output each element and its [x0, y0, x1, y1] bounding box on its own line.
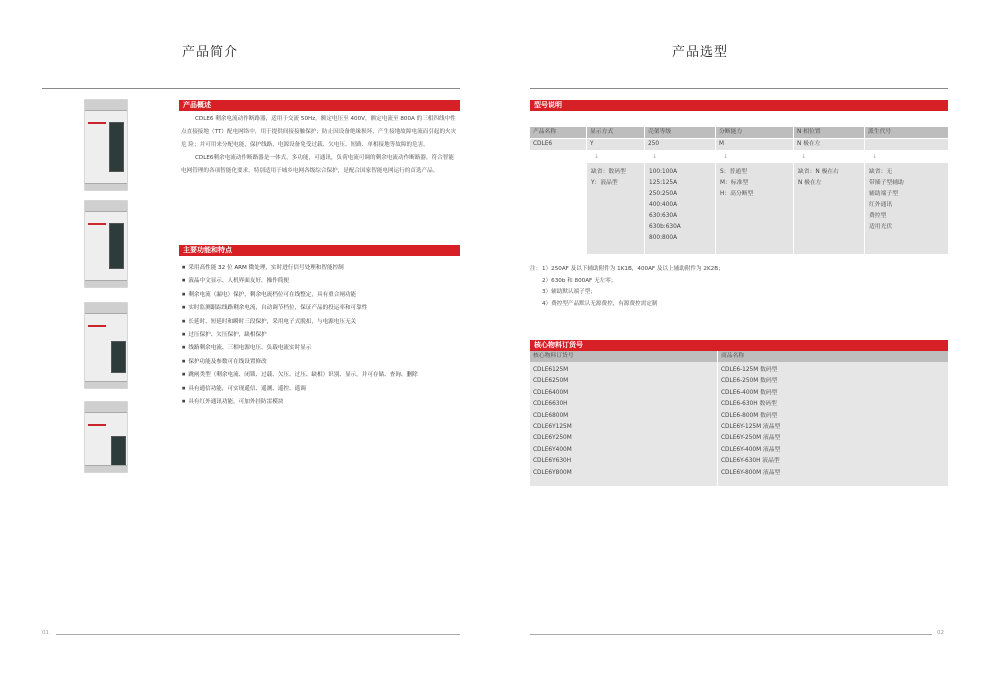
order-code: CDLE6125M [533, 367, 569, 373]
product-image-3 [84, 302, 128, 389]
arrow-down-icon: ↓ [652, 153, 658, 160]
product-image-4 [84, 401, 128, 473]
feature-item: ■ 线路剩余电流、三相电源电压、负载电流实时显示 [182, 341, 462, 354]
right-page-number: 02 [937, 630, 944, 636]
note-item: 2）630b 和 800AF 无左零； [542, 277, 617, 284]
model-col-n-pole [794, 127, 864, 254]
option-item: H：高分断型 [720, 191, 754, 197]
option-item: 100:100A [649, 169, 678, 175]
order-code: CDLE6250M [533, 378, 569, 385]
feature-item: ■ 具有红外通讯功能，可加外挂防雷模块 [182, 395, 462, 408]
model-col-value: N 极在左 [794, 139, 864, 150]
model-col-breaking [716, 127, 793, 254]
right-page-title: 产品选型 [672, 45, 729, 60]
option-item: 800:800A [649, 235, 678, 241]
model-col-header: N 相位置 [794, 127, 864, 138]
arrow-down-icon: ↓ [594, 153, 600, 160]
order-col2-header: 商品名称 [718, 351, 948, 362]
model-col-header: 显示方式 [587, 127, 644, 138]
features-heading: 主要功能和特点 [179, 245, 460, 256]
overview-paragraph-2: CDLE6剩余电流动作断路器是一体式，多功能，可通讯，负荷电流可调的剩余电流动作断路器，符合智能电网管理的各项智能化要求，特别适用于城乡电网各级综合保护，是配合国家智能电网运行的首选产品。 [181, 155, 454, 174]
product-image-2 [84, 200, 128, 288]
product-name: CDLE6Y-125M 液晶型 [721, 423, 781, 430]
product-name: CDLE6Y-630H 液晶型 [721, 458, 780, 465]
order-code: CDLE6Y400M [533, 446, 572, 453]
right-header-divider [530, 88, 948, 89]
option-item: 费控型 [869, 213, 887, 219]
option-item: 630b:630A [649, 224, 681, 230]
option-item: 630:630A [649, 213, 678, 219]
option-item: 400:400A [649, 202, 678, 208]
option-item: 带插子型辅助 [869, 180, 904, 186]
model-col-value: CDLE6 [530, 139, 586, 150]
note-item: 4）费控型产品默认无源费控，有源费控需定制 [542, 300, 658, 307]
overview-text [181, 113, 459, 178]
model-col-frame [645, 127, 715, 254]
product-name: CDLE6-630H 数码型 [721, 401, 777, 408]
order-code-list [530, 362, 717, 486]
option-item: 适用光伏 [869, 224, 893, 230]
overview-heading: 产品概述 [179, 100, 460, 111]
feature-item: ■ 液晶中文显示、人机界面友好，操作简便 [182, 274, 462, 287]
order-code: CDLE6Y630H [533, 458, 572, 465]
order-codes-heading: 核心物料订货号 [530, 340, 948, 351]
option-item: Y：液晶型 [591, 180, 618, 186]
model-desc-heading: 型号说明 [530, 100, 948, 111]
order-codes-table [530, 340, 948, 486]
left-footer-line [56, 634, 460, 635]
product-name: CDLE6Y-250M 液晶型 [721, 435, 781, 442]
model-col-options [645, 163, 715, 254]
model-col-options [794, 163, 864, 254]
model-col-header: 派生代号 [865, 127, 948, 138]
product-name: CDLE6Y-800M 液晶型 [721, 469, 781, 476]
order-code: CDLE6800M [533, 412, 569, 419]
option-item: 缺省：数码型 [591, 169, 626, 175]
order-code: CDLE6Y250M [533, 435, 572, 442]
arrow-down-icon: ↓ [872, 153, 878, 160]
model-col-display [587, 127, 644, 254]
model-col-derivative [865, 127, 948, 254]
feature-item: ■ 剩余电流（漏电）保护，剩余电流档位可在线整定，具有重合闸功能 [182, 288, 462, 301]
model-col-product-name [530, 127, 586, 150]
product-name: CDLE6-250M 数码型 [721, 378, 778, 385]
features-list [182, 261, 462, 408]
notes [530, 264, 948, 307]
note-item: 1）250AF 及以下辅助附件为 1K1B，400AF 及以上辅助附件为 2K2B； [542, 266, 724, 272]
right-footer-line [530, 634, 932, 635]
feature-item: ■ 长延时、短延时和瞬时三段保护，采用电子式脱扣，与电源电压无关 [182, 315, 462, 328]
feature-item: ■ 保护功能及参数可在线设置修改 [182, 355, 462, 368]
feature-item: ■ 过压保护、欠压保护，缺相保护 [182, 328, 462, 341]
feature-item: ■ 具有通信功能，可实现遥信、遥测、遥控、遥调 [182, 382, 462, 395]
model-selection-table [530, 127, 948, 257]
product-name: CDLE6-125M 数码型 [721, 367, 778, 373]
product-image-1 [84, 99, 128, 191]
option-item: 250:250A [649, 191, 678, 197]
model-col-value [865, 139, 948, 150]
option-item: 辅助端子型 [869, 191, 898, 197]
option-item: 125:125A [649, 180, 678, 186]
model-col-value: Y [587, 139, 644, 150]
feature-item: ■ 采用高性能 32 位 ARM 微处理，实时进行信号处理和智能控制 [182, 261, 462, 274]
model-col-options [587, 163, 644, 254]
order-code: CDLE6Y800M [533, 469, 572, 476]
model-col-options [716, 163, 793, 254]
model-col-value: M [716, 139, 793, 150]
model-col-header: 产品名称 [530, 127, 586, 138]
product-name-list [718, 362, 948, 486]
model-col-value: 250 [645, 139, 715, 150]
feature-item: ■ 跳闸类型（剩余电流、闭锁、过载、欠压、过压、缺相）识别、显示，并可存储、查询、删除 [182, 368, 462, 381]
order-code: CDLE6Y125M [533, 423, 572, 430]
model-col-header: 壳架等级 [645, 127, 715, 138]
left-page-number: 01 [42, 630, 49, 636]
order-code: CDLE6630H [533, 401, 568, 408]
order-codes-col1 [530, 351, 717, 486]
option-item: S：普通型 [720, 169, 747, 175]
feature-item: ■ 实时监测跟踪线路剩余电流，自动调节档位，保证产品的投运率和可靠性 [182, 301, 462, 314]
product-name: CDLE6-800M 数码型 [721, 412, 778, 419]
left-page-title: 产品简介 [182, 45, 239, 60]
model-col-header: 分断能力 [716, 127, 793, 138]
order-codes-col2 [718, 351, 948, 486]
order-col1-header: 核心物料订货号 [530, 351, 717, 362]
product-name: CDLE6Y-400M 液晶型 [721, 446, 781, 453]
option-item: M：标准型 [720, 180, 749, 186]
option-item: N 极在左 [798, 180, 822, 186]
arrow-down-icon: ↓ [723, 153, 729, 160]
notes-prefix: 注： [530, 266, 542, 272]
option-item: 缺省：N 极在右 [798, 169, 839, 175]
model-col-options [865, 163, 948, 254]
left-header-divider [42, 88, 460, 89]
note-item: 3）辅助默认端子型； [542, 289, 596, 295]
order-code: CDLE6400M [533, 389, 569, 396]
product-name: CDLE6-400M 数码型 [721, 389, 778, 396]
option-item: 红外通讯 [869, 202, 893, 208]
overview-paragraph-1: CDLE6 剩余电流动作断路器，适用于交流 50Hz，额定电压至 400V，额定电流至 800A 的三相四线中性点直接接地（TT）配电网络中，用于提供间接接触保护；防止因设备绝缘损坏，产生接地故障电流而引起的火灾危 险；并可用来分配电能，保护线路、电源设备免受过载、欠电压、短路、单相接地等故障的危害。 [181, 116, 457, 148]
arrow-down-icon: ↓ [801, 153, 807, 160]
option-item: 缺省：无 [869, 169, 893, 175]
